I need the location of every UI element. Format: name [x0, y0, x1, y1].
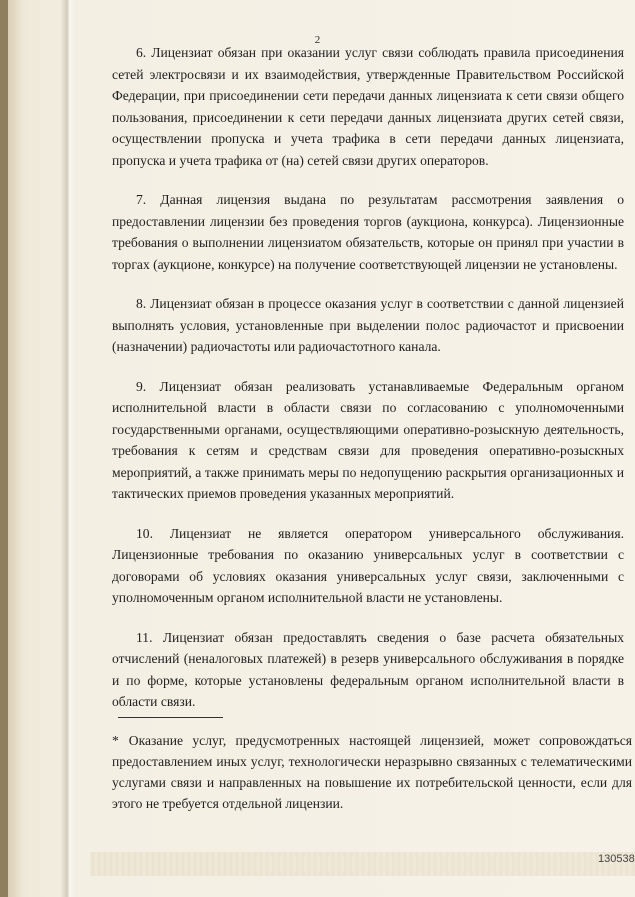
binding-edge — [0, 0, 8, 897]
paragraph-6: 6. Лицензиат обязан при оказании услуг связи соблюдать правила присоединения сетей электросвязи и их взаимодействия, утвержденные Правительством Российской Федерации, при присоединении сети передачи данных лицензиата к сети связи общего пользования, присоединении к сети передачи данных лицензиата других сетей связи, осуществлении пропуска и учета трафика в сети передачи данных лицензиата, пропуска и учета трафика от (на) сетей связи других операторов. — [112, 45, 624, 168]
paragraph-8: 8. Лицензиат обязан в процессе оказания услуг в соответствии с данной лицензией выполнять условия, установленные при выделении полос радиочастот и присвоении (назначении) радиочастоты или радиочастотного канала. — [112, 296, 624, 354]
serial-number: 130538 — [598, 853, 635, 865]
paragraph-10: 10. Лицензиат не является оператором универсального обслуживания. Лицензионные требования по оказанию универсальных услуг в соответствии с договорами об условиях оказания универсальных услуг связи, заключенными с уполномоченным органом исполнительной власти не установлены. — [112, 525, 624, 605]
license-conditions — [112, 42, 624, 731]
security-pattern-band — [90, 852, 635, 876]
footnote-text: Оказание услуг, предусмотренных настоящей лицензией, может сопровождаться предоставлением иных услуг, технологически неразрывно связанных с телематическими услугами связи и направленных на повышение их потребительской ценности, если для этого не требуется отдельной лицензии. — [112, 733, 632, 811]
footnote-marker: * — [112, 733, 119, 748]
paragraph-9: 9. Лицензиат обязан реализовать устанавливаемые Федеральным органом исполнительной власти в области связи по согласованию с уполномоченными государственными органами, осуществляющими оперативно-розыскную деятельность, требования к сетям и средствам связи для проведения оперативно-розыскных мероприятий, а также принимать меры по недопущению раскрытия организационных и тактических приемов проведения указанных мероприятий. — [112, 378, 624, 501]
page-number: 2 — [314, 34, 321, 46]
footnote — [112, 730, 632, 814]
footnote-divider — [118, 717, 223, 718]
paragraph-11: 11. Лицензиат обязан предоставлять сведения о базе расчета обязательных отчислений (неналоговых платежей) в резерв универсального обслуживания в порядке и по форме, которые установлены федеральным органом исполнительной власти в области связи. — [112, 629, 624, 709]
page-fold — [60, 0, 76, 897]
paragraph-7: 7. Данная лицензия выдана по результатам рассмотрения заявления о предоставлении лицензии без проведения торгов (аукциона, конкурса). Лицензионные требования о выполнении лицензиатом обязательств, которые он принял при участии в торгах (аукционе, конкурсе) на получение соответствующей лицензии не установлены. — [112, 192, 624, 272]
